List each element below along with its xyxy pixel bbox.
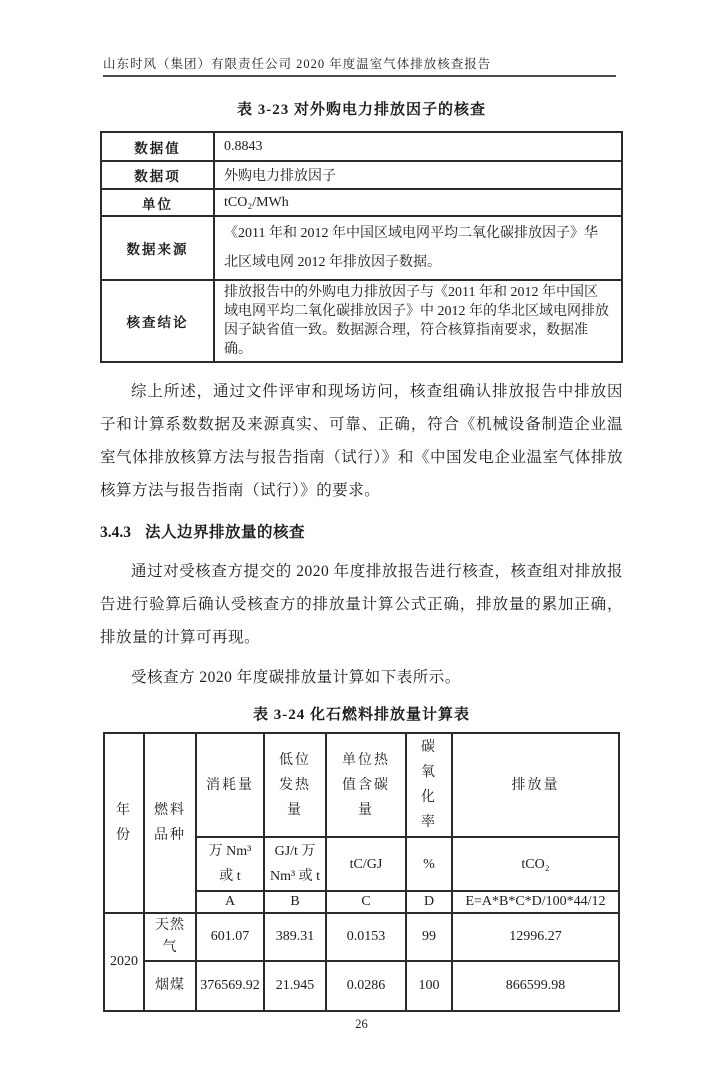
data-cell-heat-value: 21.945 [264, 961, 326, 1011]
unit-emission: tCO₂ [452, 837, 619, 891]
unit-oxidation-rate: % [406, 837, 452, 891]
paragraph-summary: 综上所述，通过文件评审和现场访问，核查组确认排放报告中排放因子和计算系数数据及来源真实、可靠、正确，符合《机械设备制造企业温室气体排放核算方法与报告指南（试行）》和《中国发电企业温室气体排放核算方法与报告指南（试行）》的要求。 [100, 383, 623, 499]
letter-a: A [196, 891, 264, 913]
table-row [101, 280, 622, 362]
table-3-24 [103, 732, 620, 1012]
table-3-24-title: 表 3-24 化石燃料排放量计算表 [253, 707, 470, 723]
row-value-data-item: 外购电力排放因子 [214, 161, 622, 189]
letter-e-formula: E=A*B*C*D/100*44/12 [452, 891, 619, 913]
paragraph-table-intro: 受核查方 2020 年度碳排放量计算如下表所示。 [131, 669, 461, 686]
running-header [103, 54, 616, 77]
section-title: 法人边界排放量的核查 [145, 524, 306, 541]
table-row [101, 189, 622, 216]
paragraph-verification: 通过对受核查方提交的 2020 年度排放报告进行核查，核查组对排放报告进行验算后确认受核查方的排放量计算公式正确，排放量的累加正确，排放量的计算可再现。 [100, 563, 623, 646]
fuel-cell: 烟煤 [144, 961, 196, 1011]
col-header-carbon-content: 单位热值含碳量 [326, 733, 406, 837]
page-number: 26 [355, 1017, 368, 1031]
table-row-coal [104, 961, 619, 1011]
unit-consumption: 万 Nm³ 或 t [196, 837, 264, 891]
data-cell-consumption: 601.07 [196, 913, 264, 961]
table-row [101, 161, 622, 189]
col-header-consumption: 消耗量 [196, 733, 264, 837]
table-3-23 [100, 131, 623, 363]
row-label-data-source: 数据来源 [101, 216, 214, 280]
letter-c: C [326, 891, 406, 913]
header-title: 山东时风（集团）有限责任公司 2020 年度温室气体排放核查报告 [103, 57, 492, 71]
data-cell-consumption: 376569.92 [196, 961, 264, 1011]
col-header-emission: 排放量 [452, 733, 619, 837]
row-value-conclusion: 排放报告中的外购电力排放因子与《2011 年和 2012 年中国区域电网平均二氧化碳排放因子》中 2012 年的华北区域电网排放因子缺省值一致。数据源合理，符合核算指南要求，数据准确。 [214, 280, 622, 362]
table-header-row [104, 733, 619, 837]
letter-b: B [264, 891, 326, 913]
letter-d: D [406, 891, 452, 913]
data-cell-heat-value: 389.31 [264, 913, 326, 961]
data-cell-emission: 12996.27 [452, 913, 619, 961]
row-label-unit: 单位 [101, 189, 214, 216]
row-label-data-value: 数据值 [101, 132, 214, 161]
table-row [101, 132, 622, 161]
data-cell-oxidation-rate: 100 [406, 961, 452, 1011]
data-cell-emission: 866599.98 [452, 961, 619, 1011]
data-cell-carbon-content: 0.0286 [326, 961, 406, 1011]
col-header-fuel: 燃料品种 [144, 733, 196, 913]
unit-heat-value: GJ/t 万 Nm³ 或 t [264, 837, 326, 891]
document-page [0, 54, 724, 1078]
row-value-data-source: 《2011 年和 2012 年中国区域电网平均二氧化碳排放因子》华北区域电网 2012 年排放因子数据。 [214, 216, 622, 280]
row-value-data-value: 0.8843 [214, 132, 622, 161]
fuel-cell: 天然气 [144, 913, 196, 961]
table-3-23-title: 表 3-23 对外购电力排放因子的核查 [237, 102, 486, 118]
row-value-unit: tCO₂/MWh [214, 189, 622, 216]
row-label-data-item: 数据项 [101, 161, 214, 189]
unit-carbon-content: tC/GJ [326, 837, 406, 891]
section-heading-3-4-3 [100, 520, 623, 542]
table-row [101, 216, 622, 280]
data-cell-oxidation-rate: 99 [406, 913, 452, 961]
table-row-natural-gas [104, 913, 619, 961]
col-header-oxidation-rate: 碳氧化率 [406, 733, 452, 837]
content-column [100, 98, 623, 1012]
row-label-conclusion: 核查结论 [101, 280, 214, 362]
section-number: 3.4.3 [100, 524, 131, 541]
col-header-year: 年份 [104, 733, 144, 913]
data-cell-carbon-content: 0.0153 [326, 913, 406, 961]
year-cell: 2020 [104, 913, 144, 1011]
col-header-heat-value: 低位发热量 [264, 733, 326, 837]
